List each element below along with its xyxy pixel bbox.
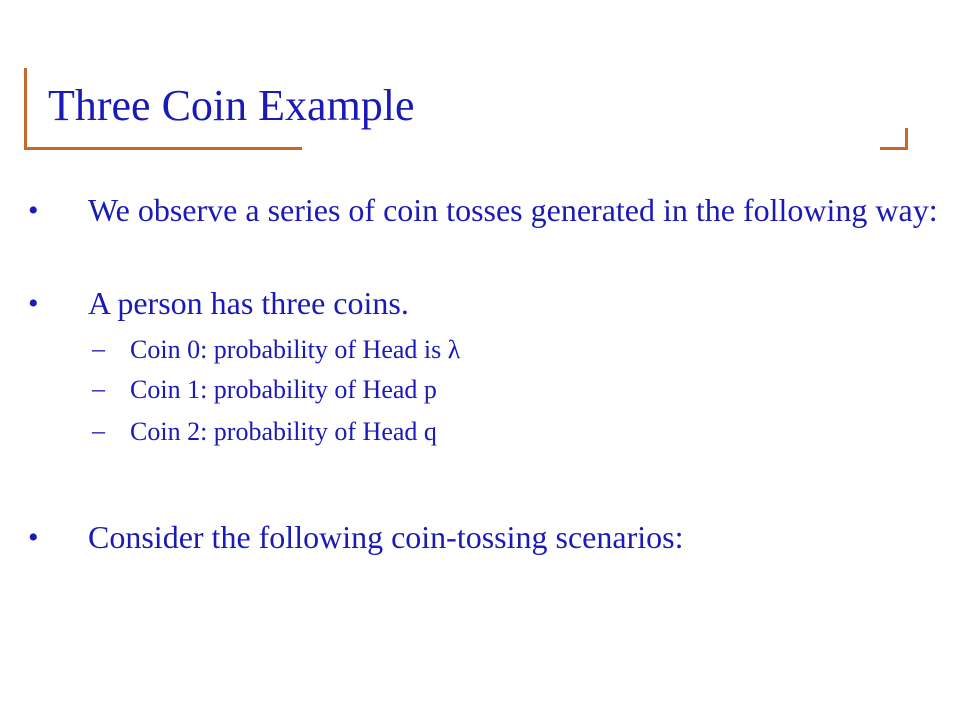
title-frame-bottom-line: [24, 147, 302, 150]
subitem-text-3: Coin 2: probability of Head q: [130, 417, 437, 446]
bullet-text-3: Consider the following coin-tossing scenarios:: [88, 519, 684, 555]
subitem-text-1: Coin 0: probability of Head is λ: [130, 335, 461, 364]
slide-title: Three Coin Example: [48, 81, 415, 130]
bullet-marker-1: •: [28, 194, 39, 227]
subitem-marker-1: –: [92, 334, 105, 363]
bullet-text-1: We observe a series of coin tosses generated in the following way:: [88, 192, 938, 228]
bullet-marker-2: •: [28, 287, 39, 320]
title-frame-left-line: [24, 68, 27, 150]
corner-mark-horizontal: [880, 147, 908, 150]
bullet-text-2: A person has three coins.: [88, 285, 409, 321]
bullet-marker-3: •: [28, 521, 39, 554]
subitem-text-2: Coin 1: probability of Head p: [130, 375, 437, 404]
subitem-marker-2: –: [92, 374, 105, 403]
subitem-marker-3: –: [92, 416, 105, 445]
